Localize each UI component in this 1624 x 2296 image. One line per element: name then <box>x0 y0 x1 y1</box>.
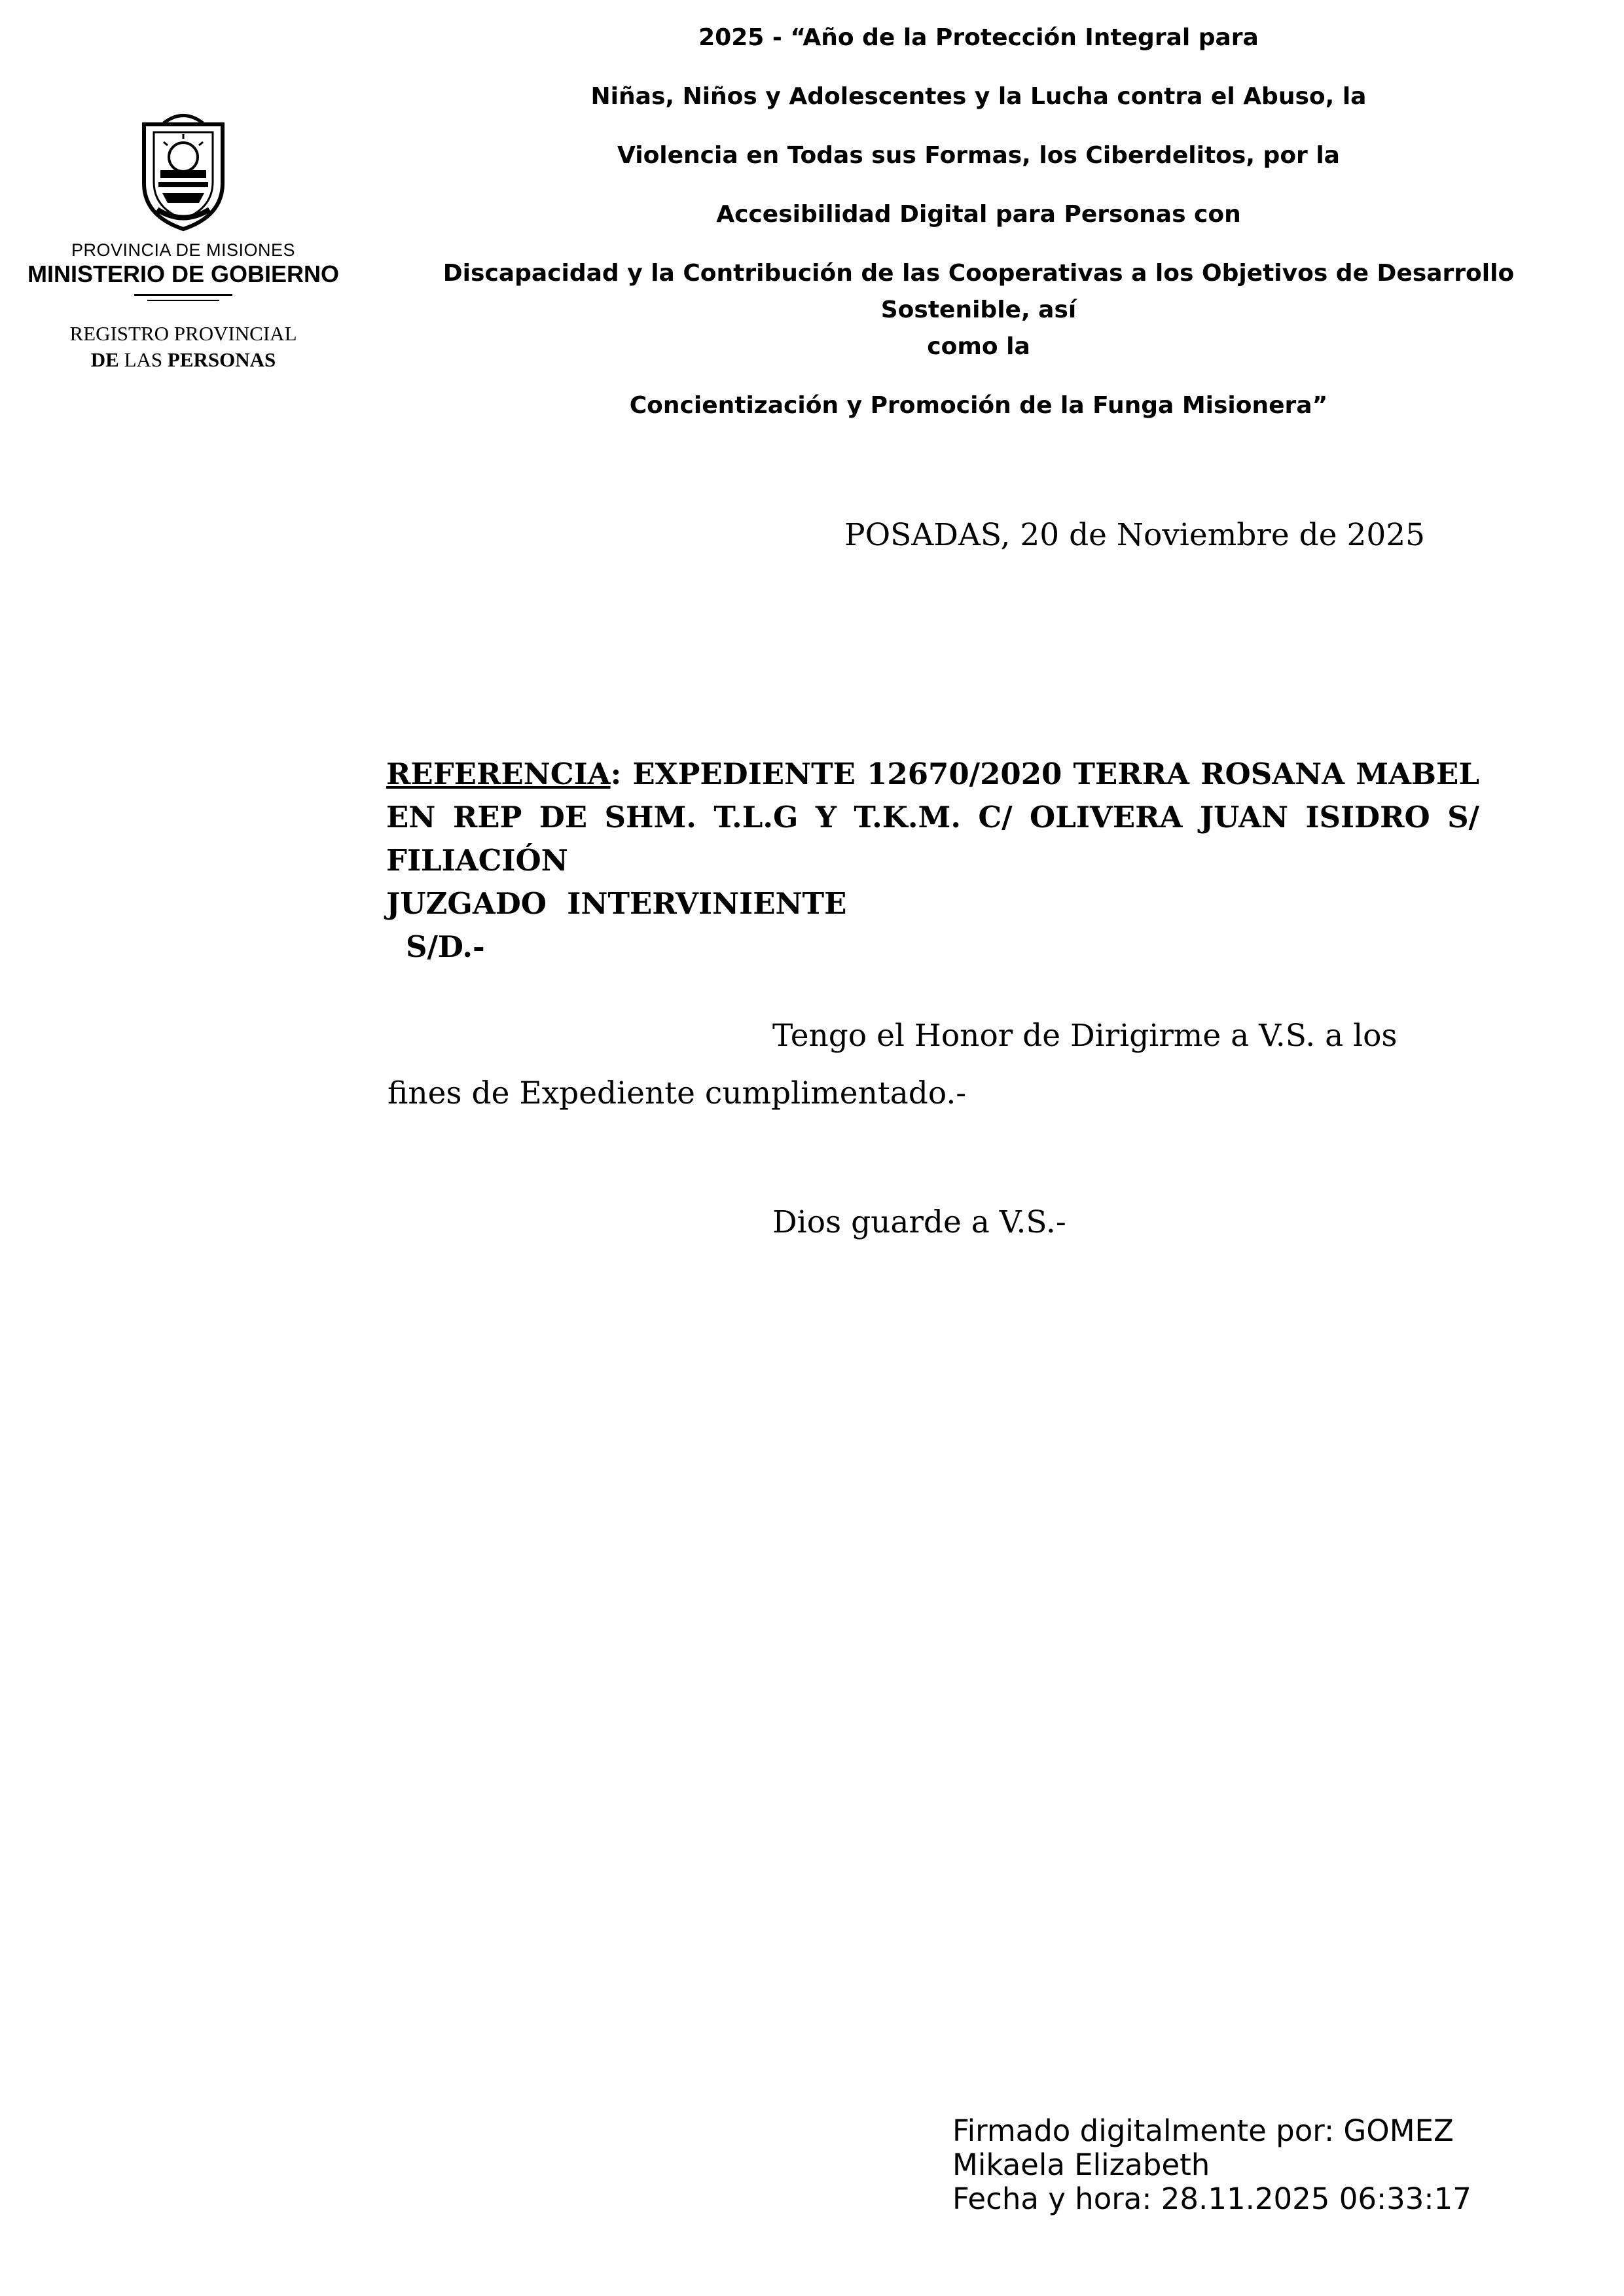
sd-line: S/D.- <box>406 929 485 964</box>
motto-line-3: Violencia en Todas sus Formas, los Ciberdelitos, por la <box>617 142 1340 169</box>
signature-line-1: Firmado digitalmente por: GOMEZ <box>952 2113 1454 2148</box>
registry-personas: PERSONAS <box>167 348 276 372</box>
reference-label: REFERENCIA <box>386 757 611 791</box>
registry-line-2 <box>26 347 340 373</box>
ministry-name: MINISTERIO DE GOBIERNO <box>27 260 340 287</box>
ministry-logo <box>26 105 340 301</box>
motto-line-5: Discapacidad y la Contribución de las Cooperativas a los Objetivos de Desarrollo Sostenible, así <box>442 260 1515 323</box>
logo-divider <box>134 294 232 296</box>
header-motto <box>380 20 1578 424</box>
body-paragraph-line-2: fines de Expediente cumplimentado.- <box>388 1075 967 1111</box>
registry-de: DE <box>90 348 119 372</box>
motto-line-7: Concientización y Promoción de la Funga Misionera” <box>629 392 1328 419</box>
reference-block <box>386 753 1479 969</box>
court-line: JUZGADO INTERVINIENTE <box>386 886 847 921</box>
motto-line-1: 2025 - “Año de la Protección Integral para <box>698 24 1259 51</box>
provincial-seal-icon <box>118 105 249 236</box>
document-date: POSADAS, 20 de Noviembre de 2025 <box>844 517 1426 553</box>
motto-line-6: como la <box>927 333 1030 360</box>
reference-text <box>386 753 1479 882</box>
reference-expediente: EXPEDIENTE 12670/2020 TERRA ROSANA MABEL EN REP DE SHM. T.L.G Y T.K.M. C/ OLIVERA JUAN ISIDRO S/ FILIACIÓN <box>386 757 1479 878</box>
signature-line-2: Mikaela Elizabeth <box>952 2147 1210 2182</box>
logo-divider-short <box>147 300 219 301</box>
registry-name <box>26 321 340 374</box>
body-paragraph-line-1: Tengo el Honor de Dirigirme a V.S. a los <box>772 1018 1398 1054</box>
closing-line: Dios guarde a V.S.- <box>772 1204 1066 1240</box>
reference-colon: : <box>610 757 622 791</box>
motto-line-4: Accesibilidad Digital para Personas con <box>716 201 1241 228</box>
registry-line-1: REGISTRO PROVINCIAL <box>69 322 297 345</box>
registry-las: LAS <box>124 348 163 372</box>
digital-signature <box>952 2114 1471 2216</box>
motto-line-2: Niñas, Niños y Adolescentes y la Lucha contra el Abuso, la <box>590 83 1367 110</box>
province-name: PROVINCIA DE MISIONES <box>71 240 296 260</box>
signature-line-3: Fecha y hora: 28.11.2025 06:33:17 <box>952 2181 1471 2216</box>
